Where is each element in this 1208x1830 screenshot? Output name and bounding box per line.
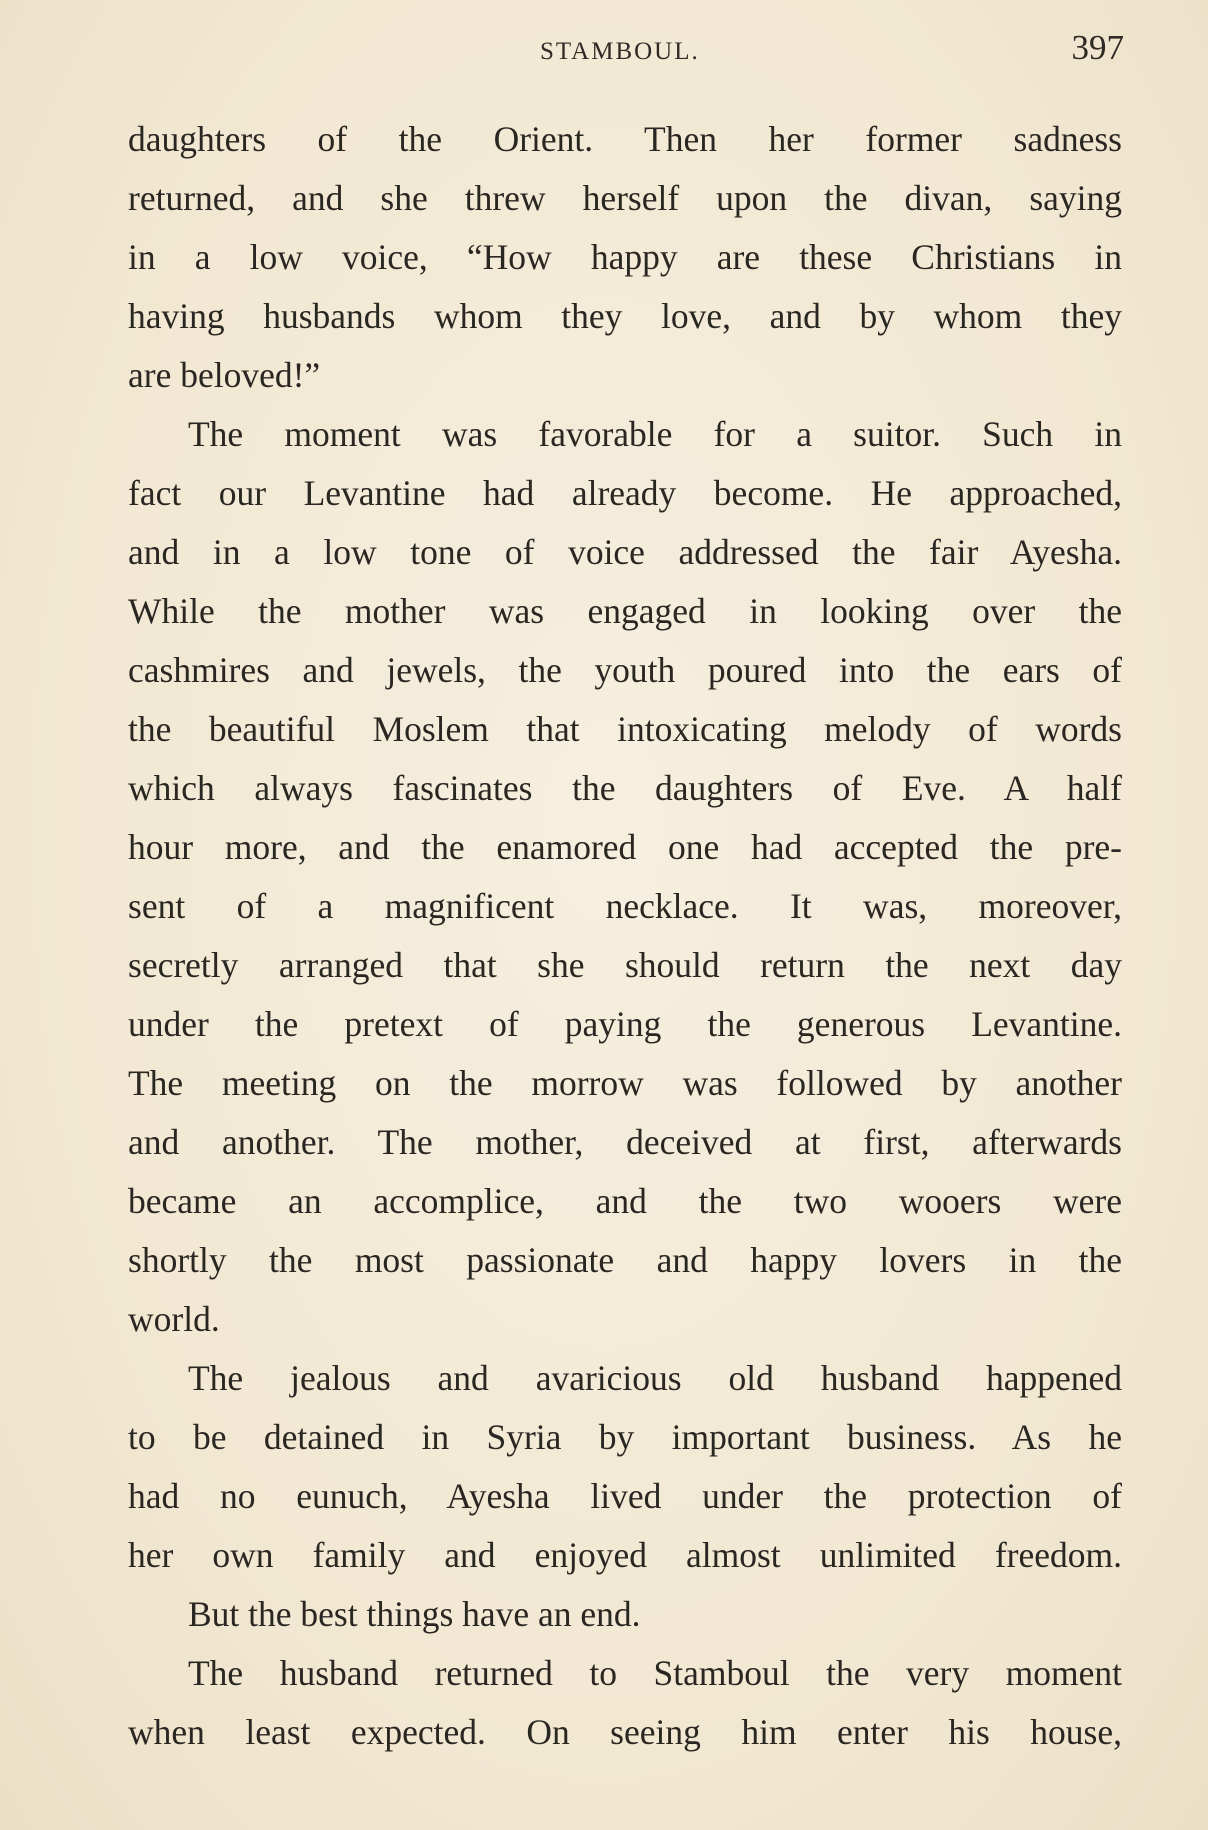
text-line: The moment was favorable for a suitor. Such in bbox=[188, 414, 1122, 454]
text-line: having husbands whom they love, and by whom they bbox=[128, 296, 1122, 336]
text-line: secretly arranged that she should return the next day bbox=[128, 945, 1122, 985]
text-line: when least expected. On seeing him enter his house, bbox=[128, 1712, 1122, 1752]
text-line: returned, and she threw herself upon the divan, saying bbox=[128, 178, 1122, 218]
text-line: are beloved!” bbox=[128, 355, 321, 395]
text-line: became an accomplice, and the two wooers were bbox=[128, 1181, 1122, 1221]
text-line: The meeting on the morrow was followed by another bbox=[128, 1063, 1122, 1103]
text-line: her own family and enjoyed almost unlimited freedom. bbox=[128, 1535, 1122, 1575]
text-line: and in a low tone of voice addressed the fair Ayesha. bbox=[128, 532, 1122, 572]
text-line: and another. The mother, deceived at first, afterwards bbox=[128, 1122, 1122, 1162]
text-line: in a low voice, “How happy are these Christians in bbox=[128, 237, 1122, 277]
text-line: world. bbox=[128, 1299, 220, 1339]
running-head bbox=[0, 28, 1208, 78]
text-line: to be detained in Syria by important business. As he bbox=[128, 1417, 1122, 1457]
text-line: The jealous and avaricious old husband happened bbox=[188, 1358, 1122, 1398]
text-line: had no eunuch, Ayesha lived under the protection of bbox=[128, 1476, 1122, 1516]
text-line: the beautiful Moslem that intoxicating melody of words bbox=[128, 709, 1122, 749]
text-line: fact our Levantine had already become. He approached, bbox=[128, 473, 1122, 513]
text-line: The husband returned to Stamboul the very moment bbox=[188, 1653, 1122, 1693]
body-text bbox=[128, 110, 1122, 1762]
text-line: cashmires and jewels, the youth poured into the ears of bbox=[128, 650, 1122, 690]
text-line: daughters of the Orient. Then her former sadness bbox=[128, 119, 1122, 159]
text-line: sent of a magnificent necklace. It was, moreover, bbox=[128, 886, 1122, 926]
text-line: shortly the most passionate and happy lovers in the bbox=[128, 1240, 1122, 1280]
text-line: hour more, and the enamored one had accepted the pre- bbox=[128, 827, 1122, 867]
text-line: under the pretext of paying the generous Levantine. bbox=[128, 1004, 1122, 1044]
running-title: STAMBOUL. bbox=[540, 38, 700, 65]
text-line: which always fascinates the daughters of Eve. A half bbox=[128, 768, 1122, 808]
page-number: 397 bbox=[1071, 28, 1124, 67]
text-line: But the best things have an end. bbox=[188, 1594, 641, 1634]
text-line: While the mother was engaged in looking over the bbox=[128, 591, 1122, 631]
